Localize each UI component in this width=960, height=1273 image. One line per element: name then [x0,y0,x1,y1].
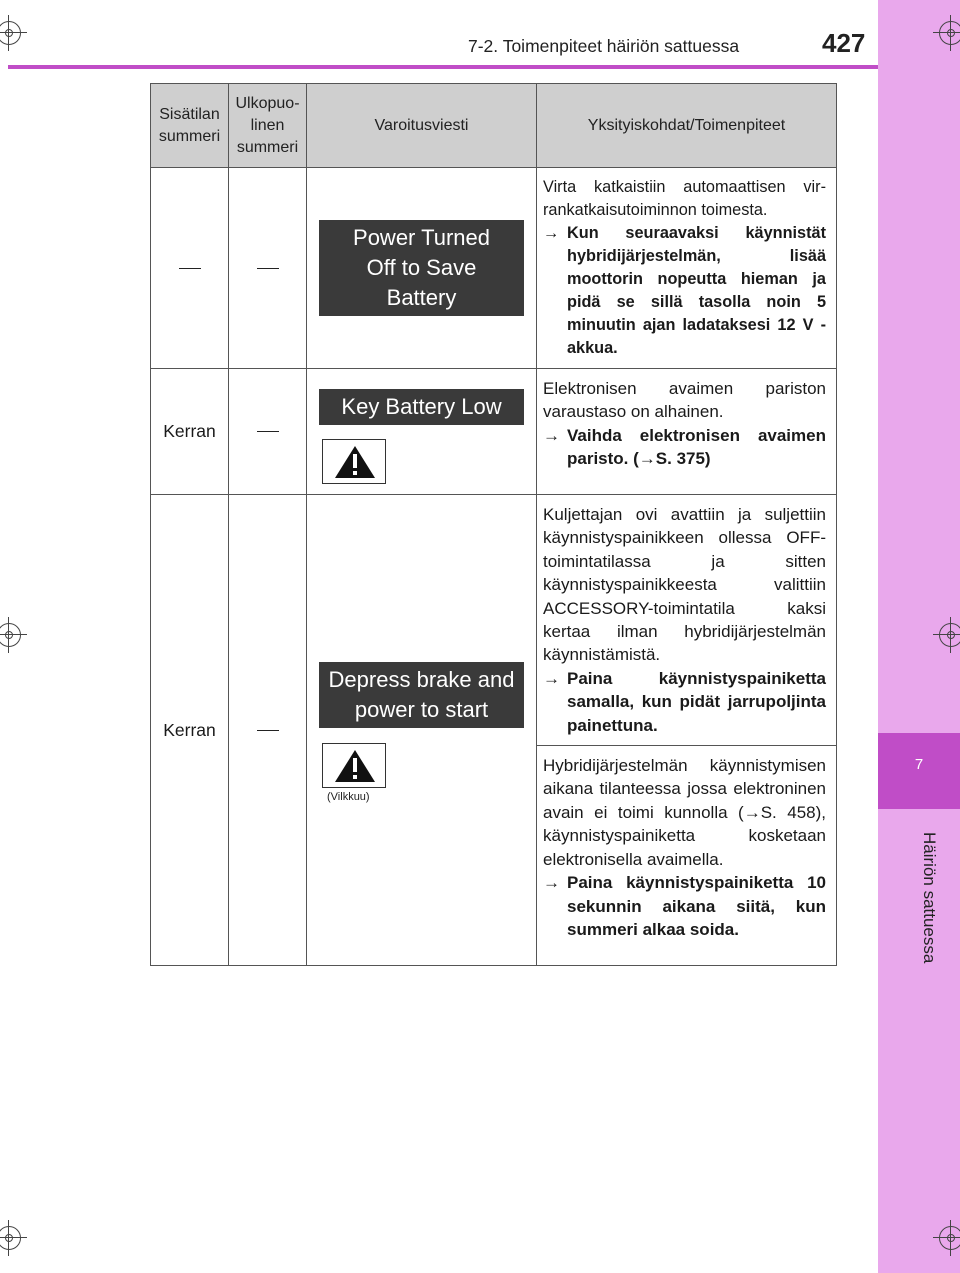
detail-text: Kuljettajan ovi avattiin ja suljettiin käynnistyspainikkeen ollessa OFF-toimintatilassa ja sitten käynnistyspainikkeesta valittiin ACCESSORY-toimintatila kaksi kertaa ilman hybridijärjestelmän käynnistämistä. [543,505,826,665]
action-step: → Kun seuraavaksi käynnistät hybridijärjestelmän, lisää moottorin nopeutta hieman ja pidä se sillä tasolla noin 5 minuutin ajan ladataksesi 12 V -akkua. [543,222,826,360]
details-cell [537,495,837,966]
header-warning-message: Varoitusviesti [307,84,537,168]
registration-mark-icon [939,21,960,45]
details-cell [537,369,837,495]
section-title: 7-2. Toimenpiteet häiriön sattuessa [468,36,740,56]
header-exterior-buzzer: Ulkopuo- linen summeri [229,84,307,168]
table-row [151,369,837,495]
page-number: 427 [822,28,866,58]
dash-mark [257,268,279,269]
exterior-buzzer-cell [229,495,307,966]
action-step: → Vaihda elektronisen avaimen paristo. (→S. 375) [543,424,826,471]
exterior-buzzer-cell [229,168,307,369]
display-message: Power Turned Off to Save Battery [319,220,524,316]
arrow-icon: → [543,224,560,242]
warning-triangle-icon [322,439,386,484]
detail-text: Elektronisen avaimen pariston varaustaso on alhainen. [543,379,826,422]
chapter-label: Häiriön sattuessa [920,832,939,964]
warning-message-cell [307,369,537,495]
registration-mark-icon [939,623,960,647]
arrow-icon: → [543,873,560,893]
arrow-icon: → [543,668,560,688]
registration-mark-icon [939,1226,960,1250]
table-row [151,168,837,369]
detail-text: Virta katkaistiin automaattisen virrankatkaisutoiminnon toimesta. [543,178,826,219]
registration-mark-icon [0,623,21,647]
details-cell [537,168,837,369]
display-message: Depress brake and power to start [319,662,524,728]
warning-triangle-icon [322,743,386,788]
arrow-icon: → [543,425,560,445]
interior-buzzer-cell: Kerran [151,495,229,966]
detail-text: Hybridijärjestelmän käynnistymisen aikana tilanteessa jossa elektroninen avain ei toimi kunnolla (→S. 458), käynnistyspainiketta kosketaan elektronisella avaimella. [543,756,826,869]
display-message: Key Battery Low [319,389,524,425]
warning-message-cell [307,168,537,369]
interior-buzzer-cell: Kerran [151,369,229,495]
interior-buzzer-cell [151,168,229,369]
dash-mark [179,268,201,269]
blinking-note: (Vilkkuu) [327,791,370,803]
chapter-number: 7 [914,756,924,773]
action-step: → Paina käynnistyspainiketta 10 sekunnin aikana siitä, kun summeri alkaa soida. [543,871,826,941]
exterior-buzzer-cell [229,369,307,495]
header-rule [8,65,878,69]
registration-mark-icon [0,1226,21,1250]
header-details: Yksityiskohdat/Toimenpiteet [537,84,837,168]
cell-divider [537,745,836,746]
warning-message-cell [307,495,537,966]
action-step: → Paina käynnistyspainiketta samalla, kun pidät jarrupoljinta painettuna. [543,667,826,737]
header-interior-buzzer: Sisätilan summeri [151,84,229,168]
dash-mark [257,431,279,432]
table-header-row [151,84,837,168]
warning-table [150,83,837,966]
table-row [151,495,837,966]
registration-mark-icon [0,21,21,45]
dash-mark [257,730,279,731]
